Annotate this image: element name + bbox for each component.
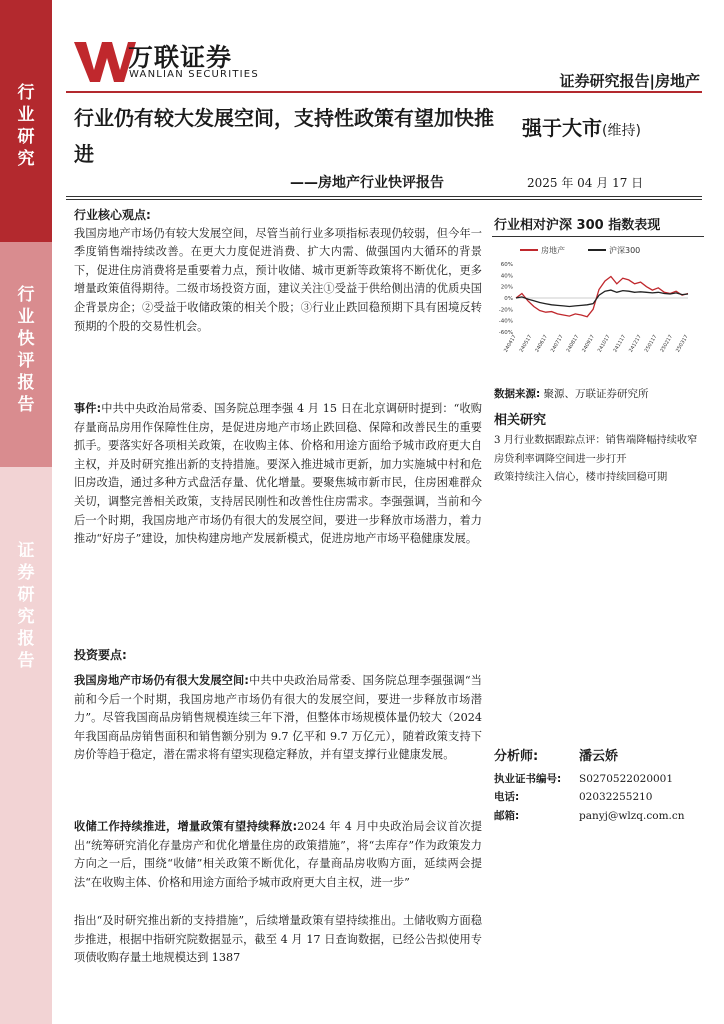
legend-label-csi300: 沪深300: [609, 246, 641, 255]
analyst-info: [494, 748, 706, 825]
analyst-name: 潘云娇: [579, 749, 619, 764]
core-view-section: [74, 206, 482, 336]
x-tick-label: 241117: [612, 334, 628, 354]
series-line-csi300: [516, 290, 688, 306]
invest-point-2: [74, 818, 482, 892]
event-label: 事件:: [74, 402, 102, 415]
related-item[interactable]: 3 月行业数据跟踪点评：销售端降幅持续收窄: [494, 435, 698, 446]
rating: [522, 112, 641, 141]
y-tick-label: 0%: [504, 296, 513, 302]
x-tick-label: 240817: [565, 334, 581, 354]
sidebar-label-securities-report: 证 券 研 究 报 告: [17, 541, 35, 671]
phone-number: 02032255210: [579, 791, 653, 804]
x-tick-label: 240517: [518, 334, 534, 354]
x-tick-label: 250217: [659, 334, 675, 354]
invest-point-1-title: 我国房地产市场仍有很大发展空间:: [74, 674, 249, 687]
invest-point-2-title: 收储工作持续推进，增量政策有望持续释放:: [74, 820, 298, 833]
report-subtitle: ——房地产行业快评报告: [290, 175, 444, 191]
event-text: 中共中央政治局常委、国务院总理李强 4 月 15 日在北京调研时提到：“收购存量商品房用作保障性住房，是促进房地产市场止跌回稳、保障和改善民生的重要抓手。要落实好各项相关政策，在收购主体、价格和用途方面给予城市政府更大自主权，并及时研究推出新的支持措施。要深入推进城市更新，加力实施城中村和危旧房改造，通过多种方式盘活存量、优化增量。要聚焦城市新市民，住房困难群众关切，调整完善相关政策，支持居民刚性和改善性住房需求。李强强调，当前和今后一个时期，我国房地产市场仍有很大的发展空间，要进一步释放市场潜力，着力推动“好房子”建设，加快构建房地产发展新模式，促进房地产市场平稳健康发展。: [74, 402, 482, 546]
y-tick-label: 60%: [500, 262, 513, 268]
report-type-label: 证券研究报告|房地产: [559, 72, 700, 90]
rating-sub: (维持): [602, 123, 641, 139]
related-research-list: [494, 432, 702, 488]
rating-main: 强于大市: [522, 116, 602, 140]
x-tick-label: 240617: [534, 334, 550, 354]
y-tick-label: -20%: [498, 307, 513, 314]
core-view-heading: 行业核心观点:: [74, 208, 151, 222]
x-tick-label: 241217: [628, 334, 643, 354]
x-tick-label: 240917: [581, 334, 596, 354]
cert-label: 执业证书编号:: [494, 773, 562, 785]
x-tick-label: 250317: [674, 334, 690, 354]
invest-point-2-continued: [74, 912, 482, 968]
y-tick-label: -60%: [498, 330, 513, 336]
email-label: 邮箱:: [494, 809, 520, 822]
title-divider-bottom: [66, 199, 702, 200]
analyst-name-label: 分析师:: [494, 749, 539, 764]
y-tick-label: 20%: [500, 284, 513, 291]
chart-title-rule: [492, 236, 704, 237]
x-tick-label: 240417: [502, 334, 518, 354]
event-section: [74, 400, 482, 549]
report-title: 行业仍有较大发展空间，支持性政策有望加快推进: [74, 106, 494, 166]
chart-title: 行业相对沪深 300 指数表现: [494, 218, 661, 233]
title-divider-top: [66, 196, 702, 197]
related-research-heading: 相关研究: [494, 413, 547, 428]
invest-point-1-text: 中共中央政治局常委、国务院总理李强强调“当前和今后一个时期，我国房地产市场仍有很大的发展空间，要进一步释放市场潜力”。尽管我国商品房销售规模连续三年下滑，但整体市场规模体量仍较大（2024 年我国商品房销售面积和销售额分别为 9.7 亿平和 9.7 万亿元），随着政策支持下房价等趋于稳定，潜在需求将有望实现稳定释放，并有望支撑行业健康发展。: [74, 674, 482, 762]
related-item[interactable]: 房贷利率调降空间进一步打开: [494, 453, 627, 465]
phone-label: 电话:: [494, 791, 520, 804]
logo-english-name: WANLIAN SECURITIES: [129, 69, 259, 80]
sidebar-label-industry-research: 行 业 研 究: [17, 83, 35, 169]
logo-chinese-name: 万联证券: [128, 43, 233, 72]
invest-heading: 投资要点:: [74, 648, 127, 662]
email-address[interactable]: panyj@wlzq.com.cn: [579, 809, 685, 822]
x-tick-label: 250117: [643, 334, 659, 354]
relative-performance-chart: [492, 240, 704, 375]
related-item[interactable]: 政策持续注入信心，楼市持续回稳可期: [494, 472, 668, 484]
y-tick-label: 40%: [500, 273, 513, 280]
cert-number: S0270522020001: [579, 773, 674, 785]
x-tick-label: 241017: [596, 334, 612, 354]
chart-source: 数据来源: 聚源、万联证券研究所: [494, 388, 649, 400]
sidebar: [0, 0, 52, 1024]
invest-point-2-text: 2024 年 4 月中央政治局会议首次提出“统筹研究消化存量房产和优化增量住房的政策措施”，将“去库存”作为政策发力方向之一后，围绕“收储”相关政策不断优化，存量商品房收购方面，延续两会提法“在收购主体、价格和用途方面给予城市政府更大自主权，进一步”: [74, 820, 482, 889]
report-date: 2025 年 04 月 17 日: [527, 176, 644, 190]
core-view-text: 我国房地产市场仍有较大发展空间，尽管当前行业多项指标表现仍较弱，但今年一季度销售端持续改善。在更大力度促进消费、扩大内需、做强国内大循环的背景下，促进住房消费将是重要着力点，预计收储、城市更新等政策将不断优化，更多增量政策值得期待。二级市场投资方面，建议关注①受益于供给侧出清的优质央国企背景房企；②受益于收储政策的相关个股；③行业止跌回稳预期下具有困境反转预期的个股的交易性机会。: [74, 226, 482, 333]
legend-label-property: 房地产: [541, 246, 565, 255]
invest-point-2-text-continued: 指出“及时研究推出新的支持措施”，后续增量政策有望持续推出。土储收购方面稳步推进，根据中指研究院数据显示，截至 4 月 17 日查询数据，已经公告拟使用专项债收购存量土地规模达到 1387: [74, 914, 482, 965]
sidebar-label-quick-review: 行 业 快 评 报 告: [17, 285, 35, 415]
x-tick-label: 240717: [549, 334, 565, 354]
invest-point-1: [74, 672, 482, 765]
y-tick-label: -40%: [498, 318, 513, 325]
header-divider: [66, 91, 702, 93]
series-line-property: [516, 277, 688, 317]
